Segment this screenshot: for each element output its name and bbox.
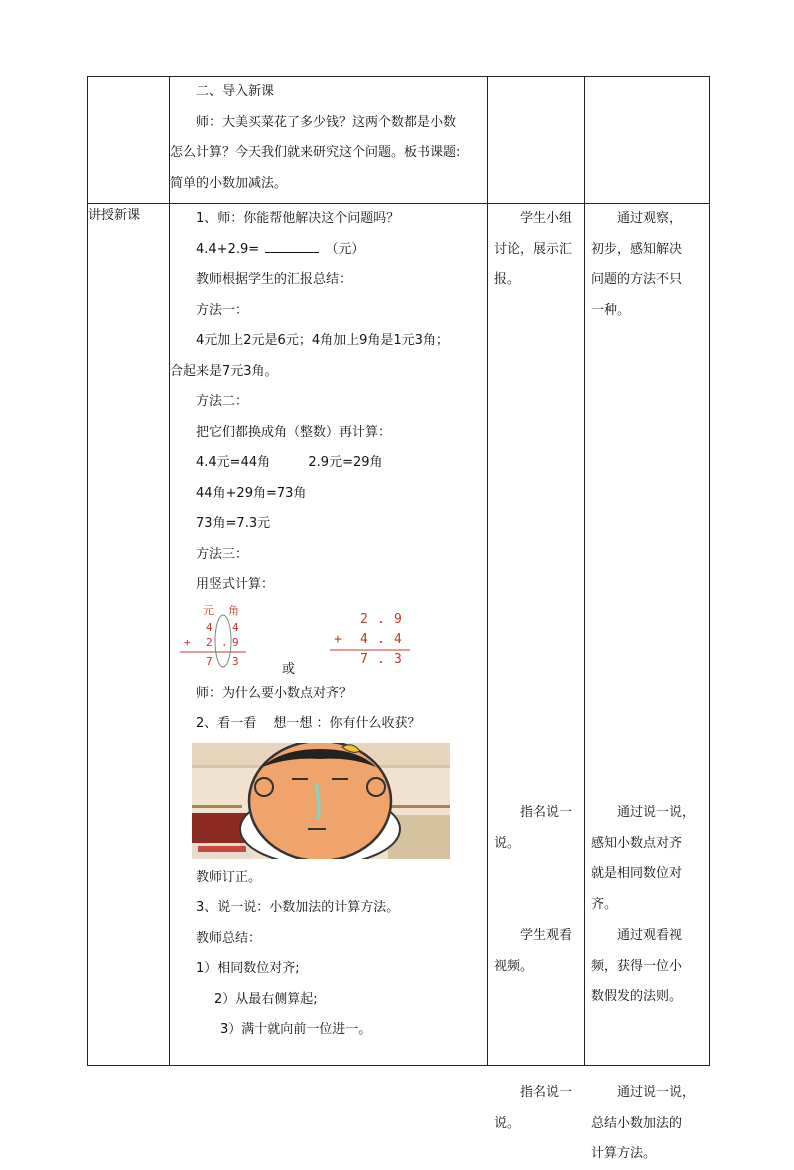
v2-digit: 7 bbox=[360, 651, 368, 667]
conversion-a: 4.4元=44角 bbox=[196, 455, 271, 470]
teaching-cell bbox=[170, 204, 488, 1066]
question-2: 2、看一看 想一想 ：你有什么收获？ bbox=[196, 716, 421, 731]
student-block-a: 学生小组 讨论，展示汇 报。 bbox=[494, 211, 573, 287]
method-3-line: 用竖式计算： bbox=[196, 577, 275, 592]
intent-block-d: 通过说一说， 总结小数加法的 计算方法。 bbox=[591, 1085, 696, 1161]
stage-cell bbox=[88, 204, 170, 1066]
summary-intro: 教师根据学生的汇报总结： bbox=[196, 272, 353, 287]
v1-dot: . bbox=[221, 635, 228, 649]
text-line: 简单的小数加减法。 bbox=[170, 175, 288, 191]
cartoon-character-image bbox=[192, 743, 450, 859]
stage-cell-empty bbox=[88, 77, 170, 204]
student-cell-empty bbox=[488, 77, 585, 204]
teacher-correction: 教师订正。 bbox=[196, 869, 262, 885]
method-1-line: 4元加上2元是6元；4角加上9角是1元3角； bbox=[196, 333, 449, 348]
rule-3: 3）满十就向前一位进一。 bbox=[220, 1022, 372, 1037]
video-still[interactable] bbox=[192, 743, 450, 859]
student-activity-cell bbox=[488, 204, 585, 1131]
v2-digit: 4 bbox=[394, 631, 402, 647]
method-2-title: 方法二： bbox=[196, 394, 249, 409]
question-3: 3、说一说：小数加法的计算方法。 bbox=[196, 900, 400, 915]
design-intent-cell bbox=[585, 204, 710, 1161]
v1-digit: 4 bbox=[206, 620, 213, 634]
method-3-title: 方法三： bbox=[196, 546, 249, 562]
v1-plus: + bbox=[184, 635, 191, 649]
intent-cell-empty bbox=[585, 77, 710, 204]
header-jiao: 角 bbox=[228, 603, 239, 617]
equation-line bbox=[170, 235, 487, 266]
v1-digit: 2 bbox=[206, 635, 213, 649]
student-block-c: 学生观看 视频。 bbox=[494, 928, 573, 974]
table-row bbox=[88, 77, 710, 204]
answer-blank bbox=[265, 238, 319, 253]
intent-block-b: 通过说一说， 感知小数点对齐 就是相同数位对 齐。 bbox=[591, 805, 696, 912]
text-line: 怎么计算？今天我们就来研究这个问题。板书课题: bbox=[170, 145, 461, 160]
text-line: 师：大美买菜花了多少钱？这两个数都是小数 bbox=[196, 114, 457, 130]
or-word: 或 bbox=[282, 661, 296, 677]
rule-2: 2）从最右侧算起; bbox=[214, 991, 318, 1007]
table-row bbox=[88, 204, 710, 1066]
v1-digit: 7 bbox=[206, 654, 213, 668]
equation-unit: （元） bbox=[325, 241, 365, 257]
v2-dot: . bbox=[377, 651, 385, 667]
header-yuan: 元 bbox=[203, 603, 214, 617]
method-2-line: 44角+29角=73角 bbox=[196, 485, 307, 501]
conversion-b: 2.9元=29角 bbox=[308, 455, 383, 470]
v1-digit: 9 bbox=[232, 635, 239, 649]
v2-plus: + bbox=[334, 631, 342, 647]
v1-digit: 4 bbox=[232, 620, 239, 634]
method-2-conversions bbox=[170, 448, 487, 479]
v1-digit: 3 bbox=[232, 654, 239, 668]
question-why: 师：为什么要小数点对齐？ bbox=[196, 685, 353, 701]
v2-digit: 4 bbox=[360, 631, 368, 647]
vertical-calculations bbox=[170, 601, 487, 679]
method-2-line: 把它们都换成角（整数）再计算： bbox=[196, 424, 392, 440]
equation-left: 4.4+2.9= bbox=[196, 241, 260, 257]
v2-digit: 9 bbox=[394, 611, 402, 627]
lesson-table bbox=[87, 76, 710, 1161]
intent-block-c: 通过观看视 频，获得一位小 数假发的法则。 bbox=[591, 928, 683, 1004]
section-heading: 二、导入新课 bbox=[196, 84, 275, 99]
method-1-line: 合起来是7元3角。 bbox=[170, 363, 278, 379]
v2-dot: . bbox=[377, 631, 385, 647]
vertical-calc-svg bbox=[170, 601, 480, 679]
intent-block-a: 通过观察， 初步，感知解决 问题的方法不只 一种。 bbox=[591, 211, 683, 318]
v2-digit: 2 bbox=[360, 611, 368, 627]
stage-label: 讲授新课 bbox=[88, 208, 141, 223]
method-1-title: 方法一： bbox=[196, 302, 249, 318]
teacher-summary: 教师总结： bbox=[196, 930, 262, 946]
intro-cell bbox=[170, 77, 488, 204]
student-block-b: 指名说一 说。 bbox=[494, 805, 573, 851]
student-block-d: 指名说一 说。 bbox=[494, 1085, 573, 1131]
v2-dot: . bbox=[377, 611, 385, 627]
method-2-line: 73角=7.3元 bbox=[196, 516, 271, 531]
v2-digit: 3 bbox=[394, 651, 402, 667]
question-1: 1、师：你能帮他解决这个问题吗？ bbox=[196, 211, 400, 226]
rule-1: 1）相同数位对齐; bbox=[196, 961, 300, 976]
